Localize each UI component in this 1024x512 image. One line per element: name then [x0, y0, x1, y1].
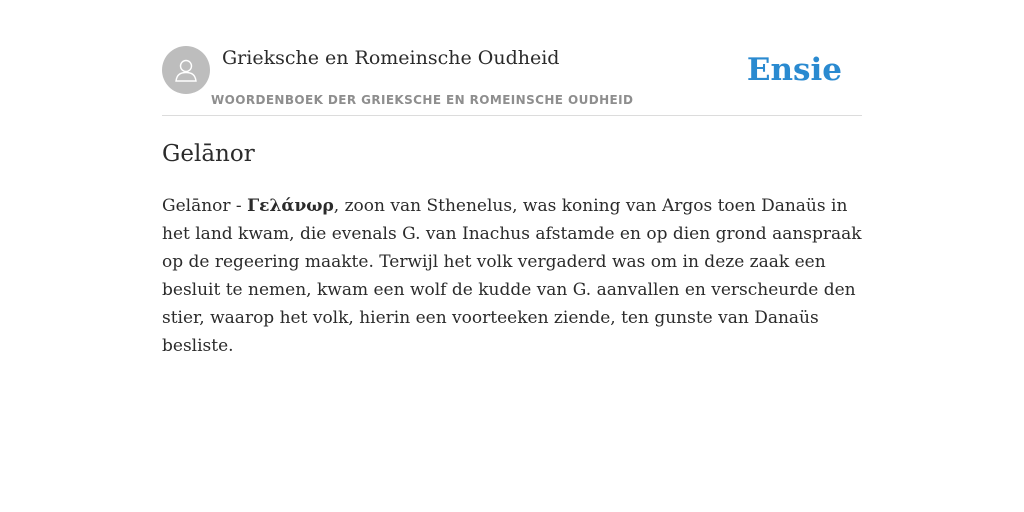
entry-text: , zoon van Sthenelus, was koning van Argos toen Danaüs in het land kwam, die evenals G. van Inachus afstamde en op dien grond aanspraak op de regeering maakte. Terwijl het volk vergaderd was om in deze zaak een besluit te nemen, kwam een wolf de kudde van G. aanvallen en verscheurde den stier, waarop het volk, hierin een voorteeken ziende, ten gunste van Danaüs besliste.	[162, 196, 862, 356]
site-title[interactable]: Grieksche en Romeinsche Oudheid	[222, 47, 560, 69]
entry-greek-term: Γελάνωρ	[247, 196, 334, 216]
user-icon	[171, 55, 201, 85]
page	[162, 0, 862, 512]
site-subtitle: WOORDENBOEK DER GRIEKSCHE EN ROMEINSCHE OUDHEID	[211, 93, 634, 107]
brand-logo[interactable]: Ensie	[746, 52, 842, 88]
header	[162, 46, 862, 116]
entry-separator: -	[230, 196, 248, 216]
entry-title: Gelānor	[162, 141, 255, 167]
avatar[interactable]	[162, 46, 210, 94]
entry-term: Gelānor	[162, 196, 231, 216]
entry-body	[162, 192, 862, 360]
